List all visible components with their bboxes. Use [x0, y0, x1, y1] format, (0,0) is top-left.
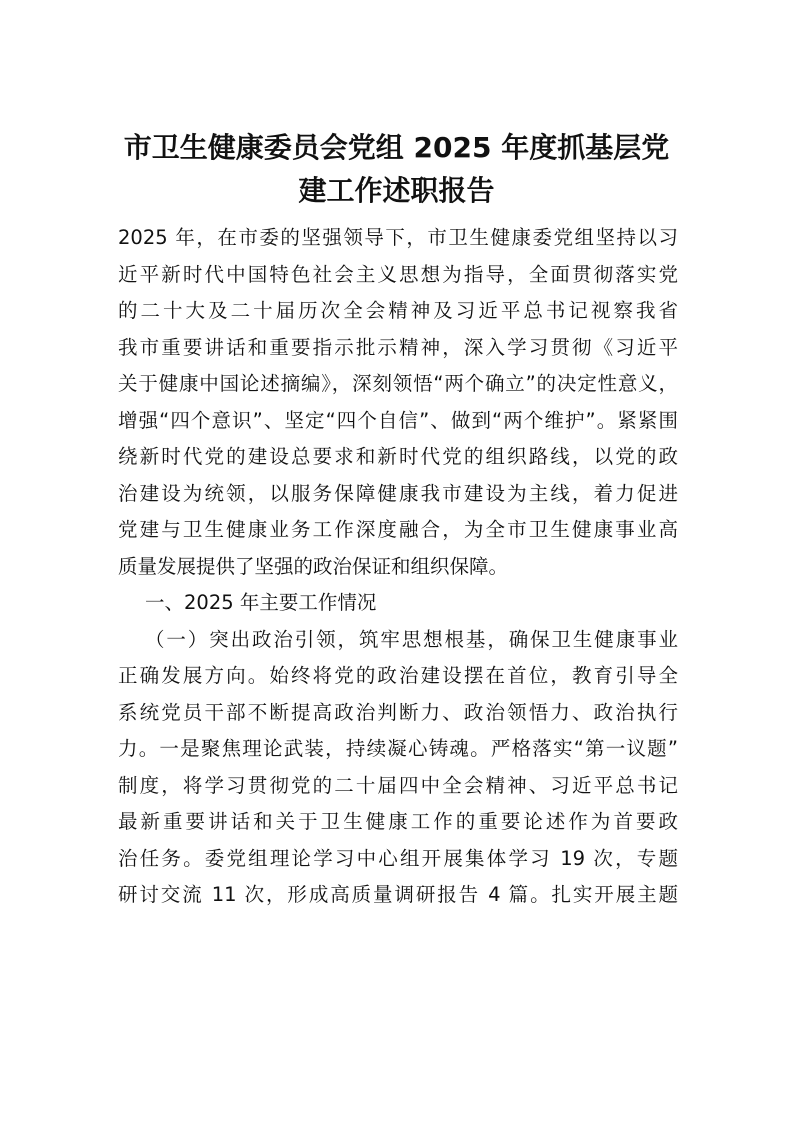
text-line: 近平新时代中国特色社会主义思想为指导，全面贯彻落实党	[118, 262, 678, 286]
document-body	[118, 220, 678, 914]
text-line: 最新重要讲话和关于卫生健康工作的重要论述作为首要政	[118, 810, 678, 833]
text-line: 我市重要讲话和重要指示批示精神，深入学习贯彻《习近平	[118, 335, 678, 359]
text-line: （一）突出政治引领，筑牢思想根基，确保卫生健康事业	[145, 627, 678, 651]
text-line: 正确发展方向。始终将党的政治建设摆在首位，教育引导全	[118, 664, 678, 687]
document-title-line-1: 市卫生健康委员会党组 2025 年度抓基层党	[123, 131, 670, 164]
text-line: 的二十大及二十届历次全会精神及习近平总书记视察我省	[118, 299, 678, 322]
text-line: 增强“四个意识”、坚定“四个自信”、做到“两个维护”。紧紧围	[118, 408, 678, 432]
text-line: 制度，将学习贯彻党的二十届四中全会精神、习近平总书记	[118, 773, 678, 797]
text-line: 治建设为统领，以服务保障健康我市建设为主线，着力促进	[118, 481, 678, 505]
document-title-line-2: 建工作述职报告	[298, 174, 495, 207]
text-line: 关于健康中国论述摘编》，深刻领悟“两个确立”的决定性意义，	[118, 372, 678, 395]
text-line: 2025 年，在市委的坚强领导下，市卫生健康委党组坚持以习	[118, 226, 678, 249]
section-heading: 一、2025 年主要工作情况	[145, 591, 377, 614]
text-line: 绕新时代党的建设总要求和新时代党的组织路线，以党的政	[118, 445, 678, 468]
text-line: 质量发展提供了坚强的政治保证和组织保障。	[118, 554, 509, 578]
text-line: 研讨交流 11 次，形成高质量调研报告 4 篇。扎实开展主题	[118, 883, 678, 906]
text-line: 党建与卫生健康业务工作深度融合，为全市卫生健康事业高	[118, 518, 678, 541]
text-line: 系统党员干部不断提高政治判断力、政治领悟力、政治执行	[118, 700, 678, 724]
text-line: 力。一是聚焦理论武装，持续凝心铸魂。严格落实“第一议题”	[118, 737, 678, 760]
text-line: 治任务。委党组理论学习中心组开展集体学习 19 次，专题	[118, 846, 678, 870]
